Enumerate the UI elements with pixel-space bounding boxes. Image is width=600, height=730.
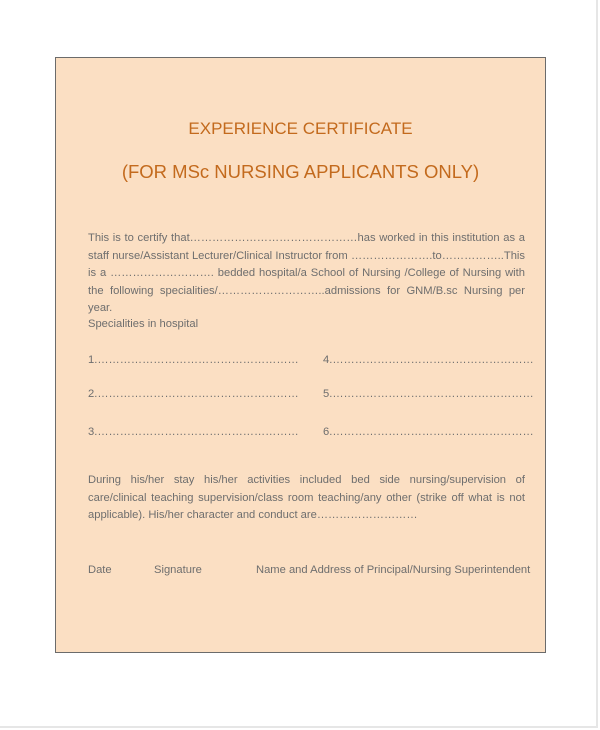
speciality-line-5: 5.……………………………………………… <box>323 388 534 400</box>
speciality-line-4: 4.……………………………………………… <box>323 354 534 366</box>
speciality-line-2: 2.……………………………………………… <box>88 388 299 400</box>
conduct-paragraph: During his/her stay his/her activities included bed side nursing/supervision of care/clinical teaching supervision/class room teaching/any other (strike off what is not applicable). His/her character and conduct are……………………… <box>88 474 525 521</box>
date-label: Date <box>88 564 112 576</box>
certificate-panel <box>55 57 546 653</box>
principal-name-address-label: Name and Address of Principal/Nursing Superintendent <box>256 564 531 576</box>
certificate-title: EXPERIENCE CERTIFICATE <box>188 119 413 138</box>
signature-label: Signature <box>154 564 202 576</box>
speciality-line-6: 6.……………………………………………… <box>323 426 534 438</box>
certify-paragraph: This is to certify that………………………………………has worked in this institution as a staff nurse/Assistant Lecturer/Clinical Instructor from ………………….to……………..This is a ………………………. bedded hospital/a School of Nursing /College of Nursing with the following specialities/………………………..admissions for GNM/B.sc Nursing per year. <box>88 232 525 314</box>
certificate-subtitle: (FOR MSc NURSING APPLICANTS ONLY) <box>121 161 480 182</box>
specialities-label: Specialities in hospital <box>88 318 199 330</box>
speciality-line-3: 3.……………………………………………… <box>88 426 299 438</box>
speciality-line-1: 1.……………………………………………… <box>88 354 299 366</box>
